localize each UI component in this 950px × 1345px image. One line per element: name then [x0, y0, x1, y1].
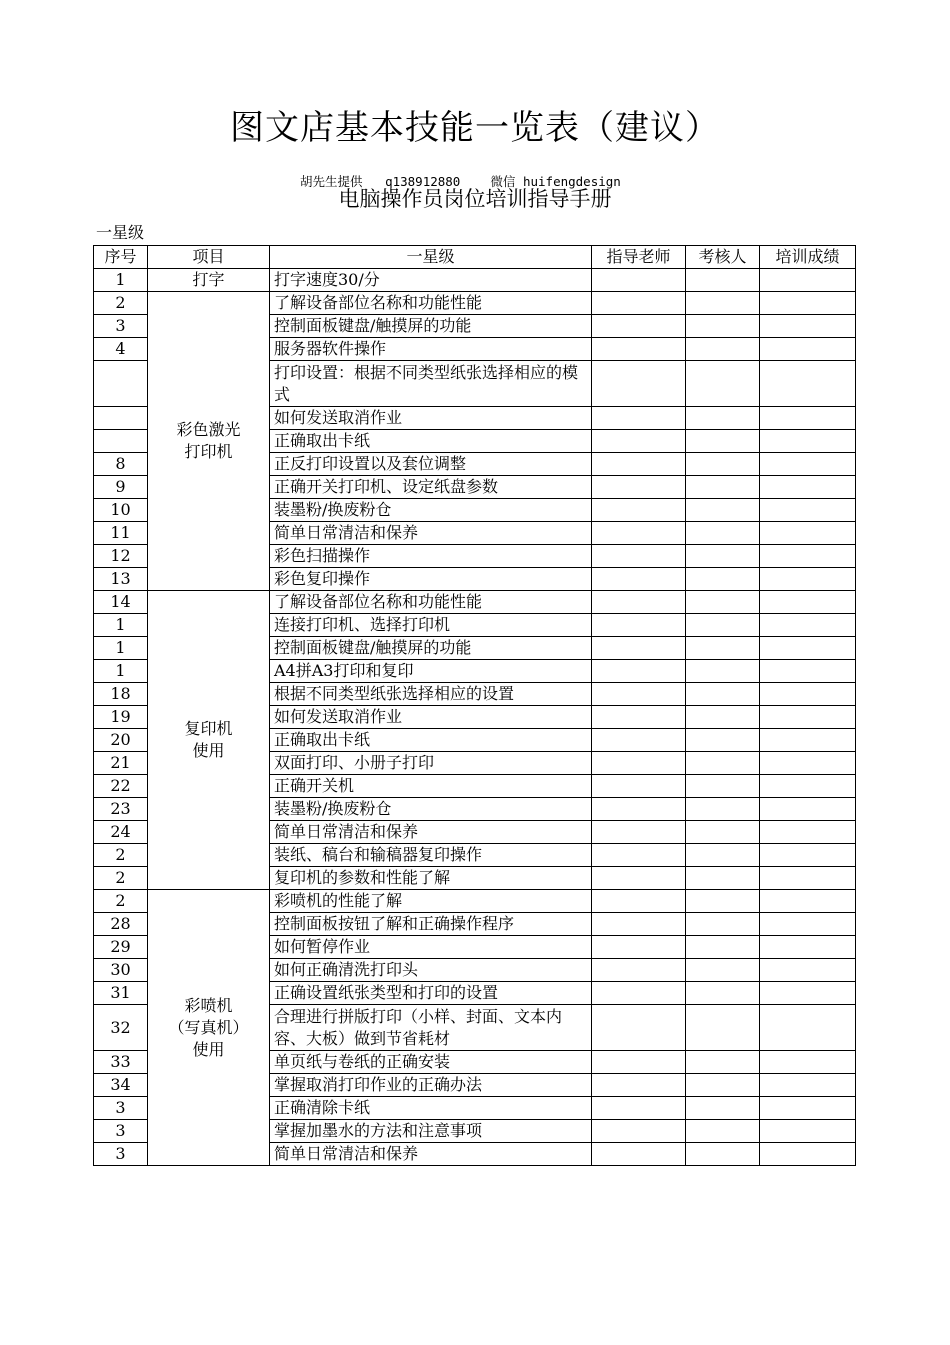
row-number: 28 — [94, 913, 148, 936]
result-cell[interactable] — [760, 1051, 856, 1074]
result-cell[interactable] — [760, 1143, 856, 1166]
skill-cell: 控制面板键盘/触摸屏的功能 — [270, 315, 592, 338]
row-number: 3 — [94, 1097, 148, 1120]
row-number: 12 — [94, 545, 148, 568]
assessor-cell[interactable] — [686, 775, 760, 798]
result-cell[interactable] — [760, 683, 856, 706]
assessor-cell[interactable] — [686, 614, 760, 637]
row-number: 31 — [94, 982, 148, 1005]
instructor-cell[interactable] — [592, 545, 686, 568]
instructor-cell[interactable] — [592, 476, 686, 499]
instructor-cell[interactable] — [592, 338, 686, 361]
skill-cell: 正确开关机 — [270, 775, 592, 798]
row-number: 34 — [94, 1074, 148, 1097]
skill-cell: 双面打印、小册子打印 — [270, 752, 592, 775]
row-number: 32 — [94, 1005, 148, 1051]
row-number: 33 — [94, 1051, 148, 1074]
result-cell[interactable] — [760, 591, 856, 614]
row-number: 14 — [94, 591, 148, 614]
skill-cell: 了解设备部位名称和功能性能 — [270, 292, 592, 315]
header-instructor: 指导老师 — [592, 246, 686, 269]
result-cell[interactable] — [760, 936, 856, 959]
assessor-cell[interactable] — [686, 1051, 760, 1074]
instructor-cell[interactable] — [592, 453, 686, 476]
assessor-cell[interactable] — [686, 522, 760, 545]
skill-cell: 控制面板按钮了解和正确操作程序 — [270, 913, 592, 936]
assessor-cell[interactable] — [686, 269, 760, 292]
row-number: 20 — [94, 729, 148, 752]
result-cell[interactable] — [760, 1005, 856, 1051]
table-row — [94, 890, 856, 913]
skill-cell: 正确取出卡纸 — [270, 729, 592, 752]
category-cell: 打字 — [148, 269, 270, 292]
row-number: 11 — [94, 522, 148, 545]
row-number: 30 — [94, 959, 148, 982]
page-subtitle: 电脑操作员岗位培训指导手册 — [338, 187, 612, 211]
skill-cell: 控制面板键盘/触摸屏的功能 — [270, 637, 592, 660]
row-number: 10 — [94, 499, 148, 522]
skill-cell: 复印机的参数和性能了解 — [270, 867, 592, 890]
assessor-cell[interactable] — [686, 545, 760, 568]
row-number: 23 — [94, 798, 148, 821]
skill-cell: 装纸、稿台和输稿器复印操作 — [270, 844, 592, 867]
row-number: 24 — [94, 821, 148, 844]
assessor-cell[interactable] — [686, 1143, 760, 1166]
result-cell[interactable] — [760, 729, 856, 752]
instructor-cell[interactable] — [592, 867, 686, 890]
result-cell[interactable] — [760, 982, 856, 1005]
instructor-cell[interactable] — [592, 1120, 686, 1143]
skill-cell: 如何发送取消作业 — [270, 407, 592, 430]
assessor-cell[interactable] — [686, 361, 760, 407]
provider-line: 胡先生提供 q138912880 微信 huifengdesign — [300, 174, 621, 189]
skill-cell: A4拼A3打印和复印 — [270, 660, 592, 683]
result-cell[interactable] — [760, 798, 856, 821]
instructor-cell[interactable] — [592, 752, 686, 775]
skill-cell: 彩喷机的性能了解 — [270, 890, 592, 913]
assessor-cell[interactable] — [686, 1074, 760, 1097]
result-cell[interactable] — [760, 453, 856, 476]
skill-cell: 简单日常清洁和保养 — [270, 522, 592, 545]
result-cell[interactable] — [760, 959, 856, 982]
instructor-cell[interactable] — [592, 614, 686, 637]
row-number: 2 — [94, 890, 148, 913]
assessor-cell[interactable] — [686, 936, 760, 959]
table-row — [94, 269, 856, 292]
skill-cell: 彩色扫描操作 — [270, 545, 592, 568]
row-number: 29 — [94, 936, 148, 959]
result-cell[interactable] — [760, 499, 856, 522]
row-number: 3 — [94, 315, 148, 338]
result-cell[interactable] — [760, 522, 856, 545]
row-number: 21 — [94, 752, 148, 775]
result-cell[interactable] — [760, 752, 856, 775]
skill-cell: 打印设置：根据不同类型纸张选择相应的模式 — [270, 361, 592, 407]
assessor-cell[interactable] — [686, 338, 760, 361]
skill-cell: 正确取出卡纸 — [270, 430, 592, 453]
instructor-cell[interactable] — [592, 407, 686, 430]
row-number — [94, 430, 148, 453]
skill-cell: 正确清除卡纸 — [270, 1097, 592, 1120]
instructor-cell[interactable] — [592, 706, 686, 729]
assessor-cell[interactable] — [686, 476, 760, 499]
level-label: 一星级 — [96, 223, 145, 242]
skill-cell: 彩色复印操作 — [270, 568, 592, 591]
result-cell[interactable] — [760, 706, 856, 729]
assessor-cell[interactable] — [686, 453, 760, 476]
result-cell[interactable] — [760, 867, 856, 890]
header-result: 培训成绩 — [760, 246, 856, 269]
result-cell[interactable] — [760, 1097, 856, 1120]
skill-cell: 简单日常清洁和保养 — [270, 821, 592, 844]
row-number: 2 — [94, 292, 148, 315]
assessor-cell[interactable] — [686, 568, 760, 591]
assessor-cell[interactable] — [686, 637, 760, 660]
result-cell[interactable] — [760, 844, 856, 867]
result-cell[interactable] — [760, 890, 856, 913]
row-number: 9 — [94, 476, 148, 499]
instructor-cell[interactable] — [592, 775, 686, 798]
instructor-cell[interactable] — [592, 637, 686, 660]
row-number: 18 — [94, 683, 148, 706]
instructor-cell[interactable] — [592, 591, 686, 614]
assessor-cell[interactable] — [686, 959, 760, 982]
assessor-cell[interactable] — [686, 1005, 760, 1051]
category-cell: 彩色激光 打印机 — [148, 292, 270, 591]
row-number: 22 — [94, 775, 148, 798]
assessor-cell[interactable] — [686, 821, 760, 844]
result-cell[interactable] — [760, 292, 856, 315]
table-body — [94, 269, 856, 1166]
instructor-cell[interactable] — [592, 269, 686, 292]
instructor-cell[interactable] — [592, 361, 686, 407]
assessor-cell[interactable] — [686, 844, 760, 867]
instructor-cell[interactable] — [592, 568, 686, 591]
header-level: 一星级 — [270, 246, 592, 269]
skill-cell: 如何正确清洗打印头 — [270, 959, 592, 982]
result-cell[interactable] — [760, 1120, 856, 1143]
row-number: 2 — [94, 844, 148, 867]
row-number: 13 — [94, 568, 148, 591]
skill-cell: 掌握加墨水的方法和注意事项 — [270, 1120, 592, 1143]
assessor-cell[interactable] — [686, 890, 760, 913]
result-cell[interactable] — [760, 568, 856, 591]
row-number: 3 — [94, 1120, 148, 1143]
header-item: 项目 — [148, 246, 270, 269]
skill-cell: 掌握取消打印作业的正确办法 — [270, 1074, 592, 1097]
instructor-cell[interactable] — [592, 982, 686, 1005]
assessor-cell[interactable] — [686, 729, 760, 752]
row-number: 1 — [94, 269, 148, 292]
assessor-cell[interactable] — [686, 430, 760, 453]
skill-cell: 了解设备部位名称和功能性能 — [270, 591, 592, 614]
assessor-cell[interactable] — [686, 798, 760, 821]
assessor-cell[interactable] — [686, 315, 760, 338]
instructor-cell[interactable] — [592, 660, 686, 683]
skill-cell: 装墨粉/换废粉仓 — [270, 798, 592, 821]
result-cell[interactable] — [760, 476, 856, 499]
instructor-cell[interactable] — [592, 522, 686, 545]
instructor-cell[interactable] — [592, 821, 686, 844]
row-number: 8 — [94, 453, 148, 476]
instructor-cell[interactable] — [592, 315, 686, 338]
instructor-cell[interactable] — [592, 1005, 686, 1051]
result-cell[interactable] — [760, 1074, 856, 1097]
row-number: 1 — [94, 660, 148, 683]
table-row — [94, 591, 856, 614]
assessor-cell[interactable] — [686, 591, 760, 614]
skill-cell: 正确设置纸张类型和打印的设置 — [270, 982, 592, 1005]
assessor-cell[interactable] — [686, 867, 760, 890]
skill-cell: 如何发送取消作业 — [270, 706, 592, 729]
table-header-row — [94, 246, 856, 269]
instructor-cell[interactable] — [592, 1143, 686, 1166]
skill-cell: 如何暂停作业 — [270, 936, 592, 959]
instructor-cell[interactable] — [592, 1097, 686, 1120]
result-cell[interactable] — [760, 775, 856, 798]
row-number — [94, 407, 148, 430]
assessor-cell[interactable] — [686, 292, 760, 315]
result-cell[interactable] — [760, 660, 856, 683]
result-cell[interactable] — [760, 637, 856, 660]
assessor-cell[interactable] — [686, 683, 760, 706]
result-cell[interactable] — [760, 430, 856, 453]
result-cell[interactable] — [760, 361, 856, 407]
instructor-cell[interactable] — [592, 683, 686, 706]
skill-cell: 装墨粉/换废粉仓 — [270, 499, 592, 522]
assessor-cell[interactable] — [686, 752, 760, 775]
skill-cell: 正反打印设置以及套位调整 — [270, 453, 592, 476]
row-number: 1 — [94, 614, 148, 637]
assessor-cell[interactable] — [686, 982, 760, 1005]
skill-cell: 根据不同类型纸张选择相应的设置 — [270, 683, 592, 706]
header-assessor: 考核人 — [686, 246, 760, 269]
assessor-cell[interactable] — [686, 499, 760, 522]
assessor-cell[interactable] — [686, 706, 760, 729]
skill-cell: 连接打印机、选择打印机 — [270, 614, 592, 637]
category-cell: 彩喷机 （写真机） 使用 — [148, 890, 270, 1166]
result-cell[interactable] — [760, 614, 856, 637]
assessor-cell[interactable] — [686, 1120, 760, 1143]
instructor-cell[interactable] — [592, 499, 686, 522]
instructor-cell[interactable] — [592, 798, 686, 821]
instructor-cell[interactable] — [592, 913, 686, 936]
instructor-cell[interactable] — [592, 844, 686, 867]
row-number: 2 — [94, 867, 148, 890]
row-number: 3 — [94, 1143, 148, 1166]
result-cell[interactable] — [760, 913, 856, 936]
instructor-cell[interactable] — [592, 1074, 686, 1097]
table-row — [94, 292, 856, 315]
row-number — [94, 361, 148, 407]
header-index: 序号 — [94, 246, 148, 269]
row-number: 1 — [94, 637, 148, 660]
assessor-cell[interactable] — [686, 660, 760, 683]
skill-cell: 单页纸与卷纸的正确安装 — [270, 1051, 592, 1074]
skill-cell: 服务器软件操作 — [270, 338, 592, 361]
skill-cell: 正确开关打印机、设定纸盘参数 — [270, 476, 592, 499]
result-cell[interactable] — [760, 545, 856, 568]
instructor-cell[interactable] — [592, 292, 686, 315]
instructor-cell[interactable] — [592, 936, 686, 959]
assessor-cell[interactable] — [686, 913, 760, 936]
result-cell[interactable] — [760, 407, 856, 430]
skill-cell: 简单日常清洁和保养 — [270, 1143, 592, 1166]
instructor-cell[interactable] — [592, 729, 686, 752]
assessor-cell[interactable] — [686, 407, 760, 430]
instructor-cell[interactable] — [592, 1051, 686, 1074]
result-cell[interactable] — [760, 315, 856, 338]
category-cell: 复印机 使用 — [148, 591, 270, 890]
instructor-cell[interactable] — [592, 890, 686, 913]
assessor-cell[interactable] — [686, 1097, 760, 1120]
result-cell[interactable] — [760, 269, 856, 292]
skills-table — [93, 245, 856, 1166]
result-cell[interactable] — [760, 338, 856, 361]
skill-cell: 合理进行拼版打印（小样、封面、文本内容、大板）做到节省耗材 — [270, 1005, 592, 1051]
page-title: 图文店基本技能一览表（建议） — [230, 108, 720, 148]
row-number: 19 — [94, 706, 148, 729]
row-number: 4 — [94, 338, 148, 361]
result-cell[interactable] — [760, 821, 856, 844]
instructor-cell[interactable] — [592, 430, 686, 453]
skill-cell: 打字速度30/分 — [270, 269, 592, 292]
instructor-cell[interactable] — [592, 959, 686, 982]
